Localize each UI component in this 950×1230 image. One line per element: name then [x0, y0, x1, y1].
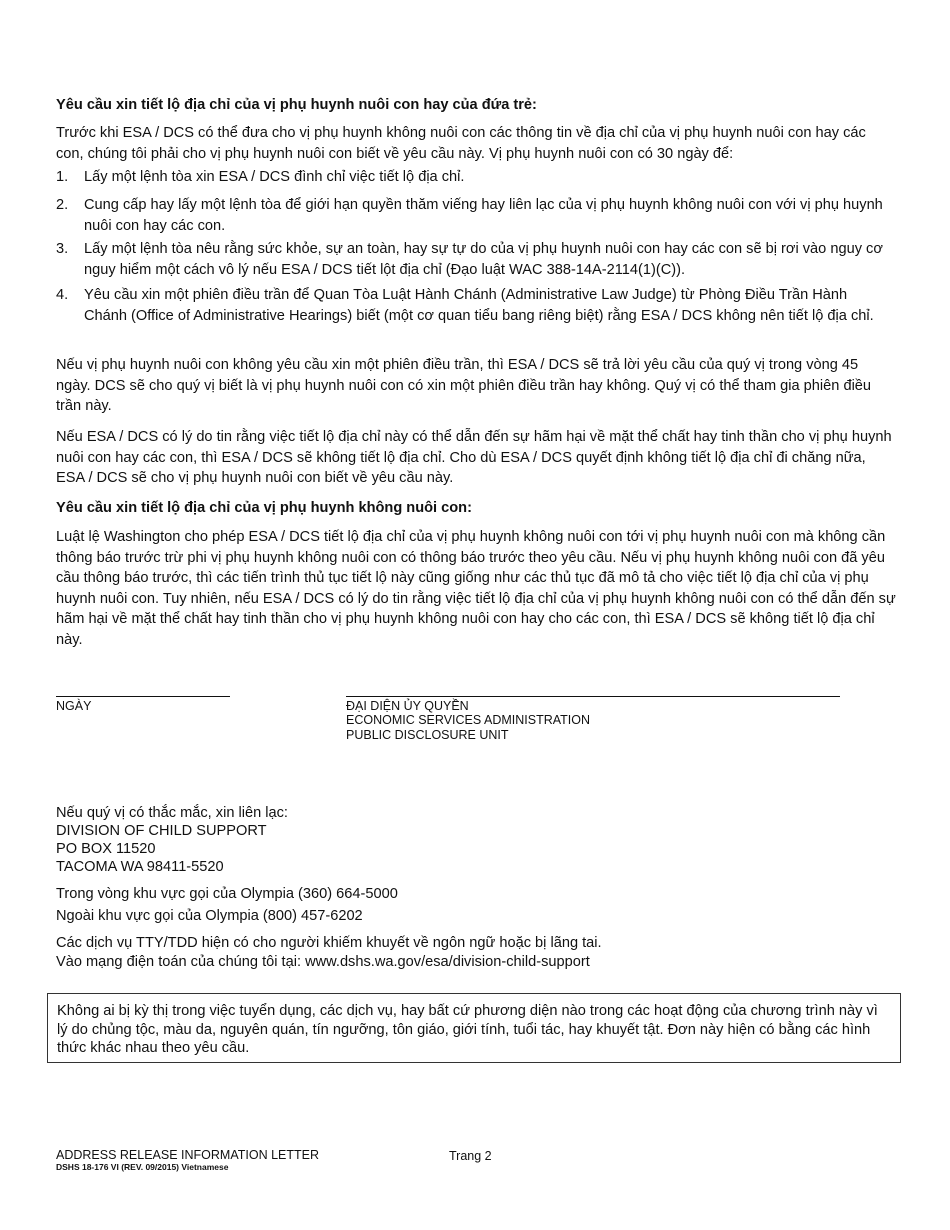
representative-signature-line — [346, 696, 840, 697]
footer-form-id: DSHS 18-176 VI (REV. 09/2015) Vietnamese — [56, 1162, 229, 1172]
nondiscrimination-notice — [47, 993, 901, 1063]
list-item-text: Lấy một lệnh tòa xin ESA / DCS đình chỉ việc tiết lộ địa chỉ. — [84, 169, 465, 185]
organization-name: ECONOMIC SERVICES ADMINISTRATION — [346, 713, 591, 727]
intro-paragraph: Trước khi ESA / DCS có thể đưa cho vị phụ huynh không nuôi con các thông tin về địa chỉ của vị phụ huynh nuôi con hay các con, chúng tôi phải cho vị phụ huynh nuôi con biết về yêu cầu này. Vị phụ huynh nuôi con có 30 ngày để: — [56, 125, 866, 162]
heading-noncustodial-release: Yêu cầu xin tiết lộ địa chỉ của vị phụ huynh không nuôi con: — [56, 500, 472, 516]
contact-intro: Nếu quý vị có thắc mắc, xin liên lạc: — [56, 805, 288, 821]
law-paragraph: Luật lệ Washington cho phép ESA / DCS tiết lộ địa chỉ của vị phụ huynh không nuôi con tới vị phụ huynh nuôi con mà không cần thông báo trước trừ phi vị phụ huynh không nuôi con có thông báo trước theo yêu cầu. Nếu vị phụ huynh không nuôi con đã yêu cầu thông báo trước, thì các tiến trình thủ tục tiết lộ này cũng giống như các thủ tục đã mô tả cho việc tiết lộ địa chỉ của vị phụ huynh nuôi con. Tuy nhiên, nếu ESA / DCS có lý do tin rằng việc tiết lộ địa chỉ của vị phụ huynh không nuôi con có thể dẫn đến sự hãm hại về mặt thể chất hay tinh thần cho vị phụ huynh không nuôi con hay cho các con, thì ESA / DCS sẽ không tiết lộ địa chỉ này. — [56, 529, 896, 648]
date-signature-line — [56, 696, 230, 697]
list-item-number: 4. — [56, 287, 69, 303]
harm-paragraph: Nếu ESA / DCS có lý do tin rằng việc tiết lộ địa chỉ này có thể dẫn đến sự hãm hại về mặt thể chất hay tinh thần cho vị phụ huynh nuôi con hay các con, thì ESA / DCS sẽ không tiết lộ địa chỉ. Cho dù ESA / DCS quyết định không tiết lộ địa chỉ đi chăng nữa, ESA / DCS sẽ cho vị phụ huynh nuôi con biết về yêu cầu này. — [56, 429, 892, 486]
heading-custodial-release: Yêu cầu xin tiết lộ địa chỉ của vị phụ huynh nuôi con hay của đứa trẻ: — [56, 97, 537, 113]
contact-city: TACOMA WA 98411-5520 — [56, 859, 224, 875]
phone-local: Trong vòng khu vực gọi của Olympia (360) 664-5000 — [56, 886, 398, 902]
hearing-paragraph: Nếu vị phụ huynh nuôi con không yêu cầu xin một phiên điều trần, thì ESA / DCS sẽ trả lời yêu cầu của quý vị trong vòng 45 ngày. DCS sẽ cho quý vị biết là vị phụ huynh nuôi con có xin một phiên điều trần hay không. Quý vị có thể tham gia phiên điều trần này. — [56, 357, 872, 414]
contact-name: DIVISION OF CHILD SUPPORT — [56, 823, 267, 839]
list-item-text: Yêu cầu xin một phiên điều trần để Quan Tòa Luật Hành Chánh (Administrative Law Judge) từ Phòng Điều Trần Hành Chánh (Office of Administrative Hearings) biết (một cơ quan tiểu bang riêng biệt) rằng ESA / DCS không nên tiết lộ địa chỉ. — [84, 287, 874, 324]
page-number: Trang 2 — [449, 1149, 492, 1163]
website-info: Vào mạng điện toán của chúng tôi tại: www.dshs.wa.gov/esa/division-child-support — [56, 954, 590, 970]
list-item-number: 3. — [56, 241, 69, 257]
date-label: NGÀY — [56, 699, 92, 713]
contact-pobox: PO BOX 11520 — [56, 841, 156, 857]
representative-label: ĐẠI DIỆN ỦY QUYỀN — [346, 699, 469, 713]
tty-info: Các dịch vụ TTY/TDD hiện có cho người khiếm khuyết về ngôn ngữ hoặc bị lãng tai. — [56, 935, 602, 951]
list-item-text: Lấy một lệnh tòa nêu rằng sức khỏe, sự an toàn, hay sự tự do của vị phụ huynh nuôi con hay các con sẽ bị rơi vào nguy cơ nguy hiểm một cách vô lý nếu ESA / DCS tiết lột địa chỉ (Đạo luật WAC 388-14A-2114(1)(C)). — [84, 241, 883, 278]
phone-tollfree: Ngoài khu vực gọi của Olympia (800) 457-6202 — [56, 908, 363, 924]
list-item-number: 1. — [56, 169, 69, 185]
unit-name: PUBLIC DISCLOSURE UNIT — [346, 728, 509, 742]
notice-text: Không ai bị kỳ thị trong việc tuyển dụng, các dịch vụ, hay bất cứ phương diện nào trong các hoạt động của chương trình này vì lý do chủng tộc, màu da, nguyên quán, tín ngưỡng, tôn giáo, giới tính, tuổi tác, hay khuyết tật. Đơn này hiện có bằng các hình thức khác nhau theo yêu cầu. — [57, 1003, 878, 1056]
footer-title: ADDRESS RELEASE INFORMATION LETTER — [56, 1148, 320, 1162]
list-item-text: Cung cấp hay lấy một lệnh tòa để giới hạn quyền thăm viếng hay liên lạc của vị phụ huynh không nuôi con với vị phụ huynh nuôi con hay các con. — [84, 197, 883, 234]
list-item-number: 2. — [56, 197, 69, 213]
